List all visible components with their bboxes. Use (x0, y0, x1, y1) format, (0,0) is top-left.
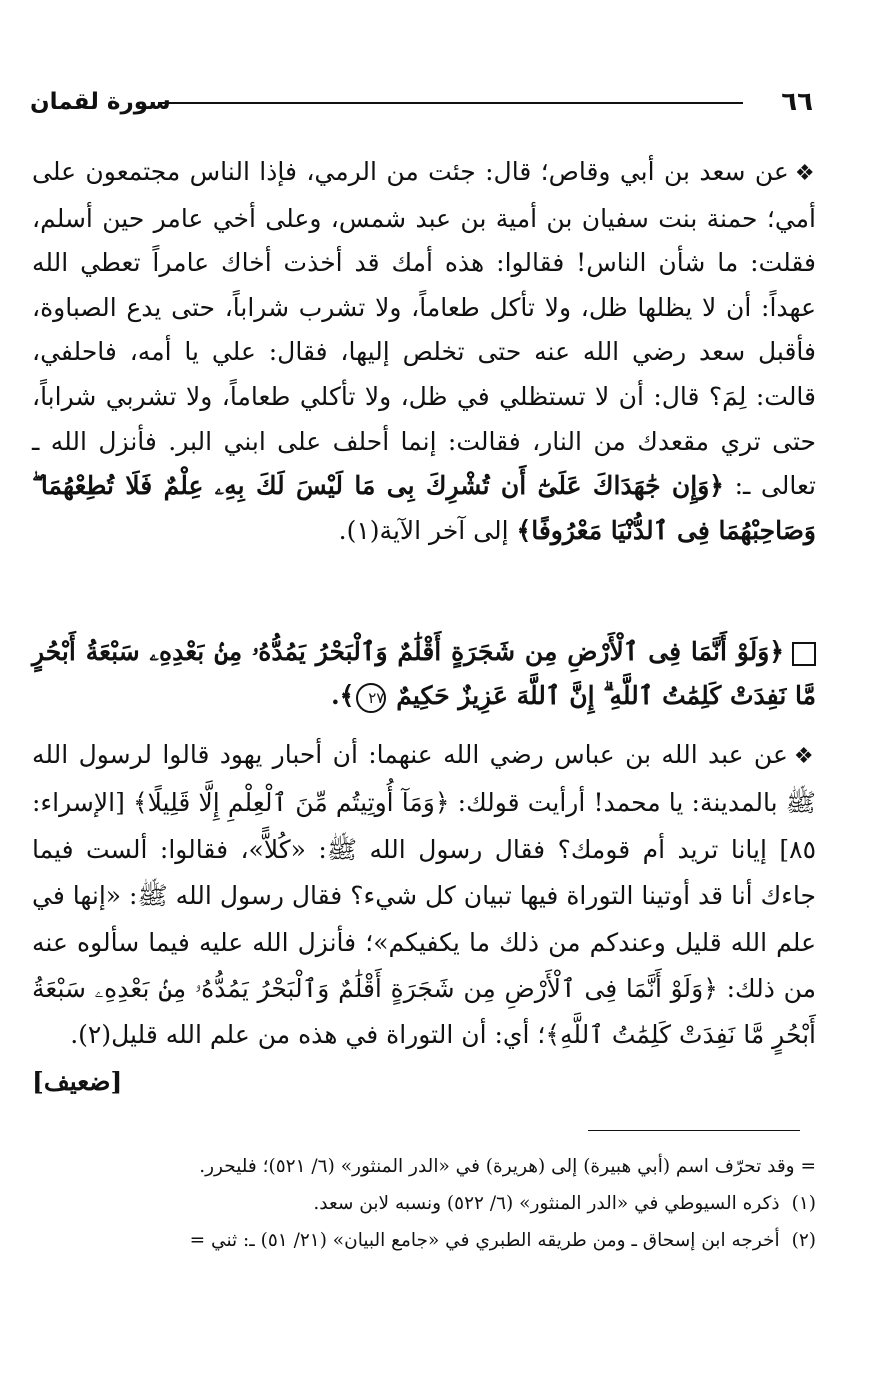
hadith-paragraph-1 (32, 150, 816, 553)
footnote-continuation: = وقد تحرّف اسم (أبي هبيرة) إلى (هريرة) في «الدر المنثور» (٦/ ٥٢١)؛ فليحرر. (199, 1156, 816, 1177)
verse-close: ﴾. (330, 681, 355, 710)
verse-text: ﴿وَلَوْ أَنَّمَا فِى ٱلْأَرْضِ مِن شَجَرَةٍ أَقْلَٰمٌ وَٱلْبَحْرُ يَمُدُّهُۥ مِنۢ بَعْدِهِۦ سَبْعَةُ أَبْحُرٍ مَّا نَفِدَتْ كَلِمَٰتُ ٱللَّهِ ۗ إِنَّ ٱللَّهَ عَزِيزٌ حَكِيمٌ (32, 637, 816, 710)
running-header (30, 82, 813, 122)
footnote-1-number: (١) (791, 1193, 816, 1214)
footnote-separator (588, 1130, 800, 1131)
square-bullet-icon (792, 642, 816, 666)
quran-quote: ﴿وَإِن جَٰهَدَاكَ عَلَىٰٓ أَن تُشْرِكَ بِى مَا لَيْسَ لَكَ بِهِۦ عِلْمٌ فَلَا تُطِعْهُمَا ۖ وَصَاحِبْهُمَا فِى ٱلدُّنْيَا مَعْرُوفًا﴾ (32, 471, 816, 545)
hadith-text-1: عن سعد بن أبي وقاص؛ قال: جئت من الرمي، فإذا الناس مجتمعون على أمي؛ حمنة بنت سفيان بن أمية بن عبد شمس، وعلى أخي عامر حين أسلم، فقلت: ما شأن الناس! فقالوا: هذه أمك قد أخذت أخاك عامراً تعطي الله عهداً: أن لا يظلها ظل، ولا تأكل طعاماً، ولا تشرب شراباً، حتى يدع الصباوة، فأقبل سعد رضي الله عنه حتى تخلص إليها، فقال: علي يا أمه، فاحلفي، قالت: لِمَ؟ قال: أن لا تستظلي في ظل، ولا تأكلي طعاماً، ولا تشربي شراباً، حتى تري مقعدك من النار، فقالت: إنما أحلف على ابني البر. فأنزل الله ـ تعالى ـ: (32, 157, 816, 501)
footnote-2-number: (٢) (791, 1230, 816, 1251)
footnote-2-text: أخرجه ابن إسحاق ـ ومن طريقه الطبري في «جامع البيان» (٢١/ ٥١) ـ: ثني = (189, 1230, 780, 1251)
hadith-paragraph-2 (32, 732, 816, 1105)
diamond-bullet-icon: ❖ (794, 161, 816, 186)
header-rule (160, 102, 743, 104)
footnotes (28, 1148, 816, 1259)
hadith-text-2: عن عبد الله بن عباس رضي الله عنهما: أن أحبار يهود قالوا لرسول الله ﷺ بالمدينة: يا محمد! أرأيت قولك: ﴿وَمَآ أُوتِيتُم مِّنَ ٱلْعِلْمِ إِلَّا قَلِيلًا﴾ [الإسراء: ٨٥] إيانا تريد أم قومك؟ فقال رسول الله ﷺ: «كُلاًّ»، فقالوا: ألست فيما جاءك أنا قد أوتينا التوراة فيها تبيان كل شيء؟ فقال رسول الله ﷺ: «إنها في علم الله قليل وعندكم من ذلك ما يكفيكم»؛ فأنزل الله عليه فيما سألوه عنه من ذلك: ﴿وَلَوْ أَنَّمَا فِى ٱلْأَرْضِ مِن شَجَرَةٍ أَقْلَٰمٌ وَٱلْبَحْرُ يَمُدُّهُۥ مِنۢ بَعْدِهِۦ سَبْعَةُ أَبْحُرٍ مَّا نَفِدَتْ كَلِمَٰتُ ٱللَّهِ﴾؛ أي: أن التوراة في هذه من علم الله قليل(٢). (32, 740, 816, 1050)
verse-paragraph (32, 630, 816, 718)
hadith-tail-1: إلى آخر الآية(١). (338, 515, 517, 545)
footnote-2 (28, 1222, 816, 1259)
verse-number-marker: ٢٧ (356, 683, 386, 713)
surah-title: سورة لقمان (30, 89, 171, 115)
page-number: ٦٦ (781, 87, 813, 117)
hadith-grade: [ضعيف] (32, 1066, 123, 1096)
diamond-bullet-icon: ❖ (793, 744, 816, 769)
footnote-1 (28, 1185, 816, 1222)
footnote-1-text: ذكره السيوطي في «الدر المنثور» (٦/ ٥٢٢) ونسبه لابن سعد. (313, 1193, 780, 1214)
